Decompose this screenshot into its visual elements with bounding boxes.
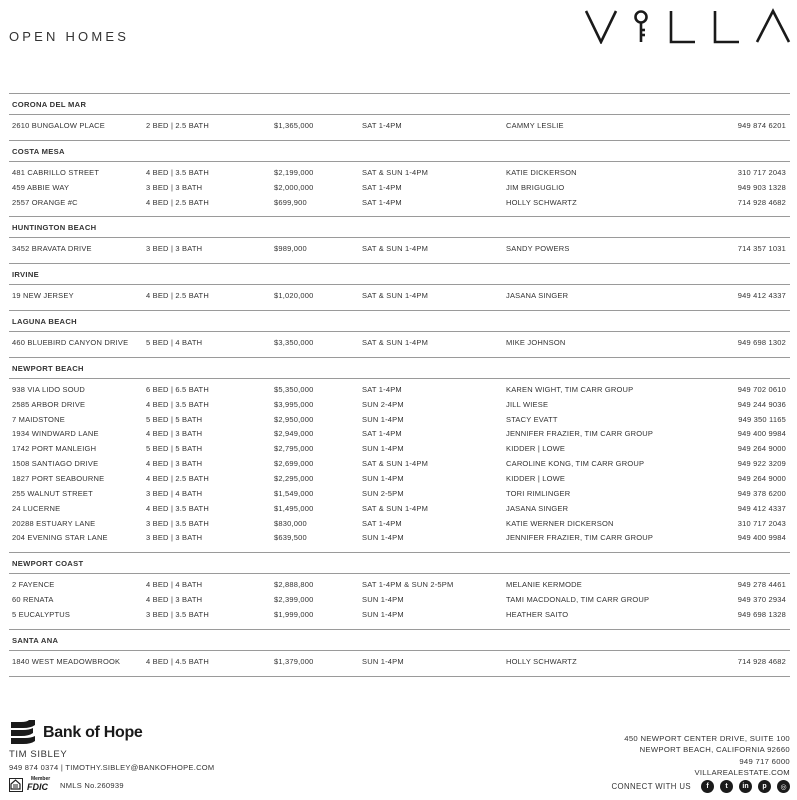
listing-row — [9, 166, 790, 181]
listing-address: 481 CABRILLO STREET — [12, 167, 100, 177]
listing-beds: 4 BED | 3 BATH — [146, 459, 203, 469]
equal-housing-lender-icon — [9, 778, 23, 792]
listing-phone: 714 357 1031 — [737, 244, 786, 254]
listing-time: SAT 1-4PM — [362, 182, 402, 192]
listing-price: $2,949,000 — [274, 429, 314, 439]
listing-address: 460 BLUEBIRD CANYON DRIVE — [12, 338, 129, 348]
listing-agent: MELANIE KERMODE — [506, 580, 582, 590]
listing-time: SAT 1-4PM & SUN 2-5PM — [362, 580, 454, 590]
listing-agent: KATIE DICKERSON — [506, 167, 577, 177]
listing-agent: HOLLY SCHWARTZ — [506, 656, 577, 666]
listing-beds: 4 BED | 4.5 BATH — [146, 656, 209, 666]
social-links — [612, 780, 791, 793]
section-listings — [9, 284, 790, 310]
listing-time: SUN 1-4PM — [362, 609, 404, 619]
listing-time: SAT & SUN 1-4PM — [362, 167, 429, 177]
listing-phone: 949 264 9000 — [737, 444, 786, 454]
listing-price: $2,199,000 — [274, 167, 314, 177]
listing-time: SAT & SUN 1-4PM — [362, 291, 429, 301]
listing-beds: 3 BED | 3 BATH — [146, 244, 203, 254]
listing-time: SUN 2-5PM — [362, 488, 404, 498]
section-heading: NEWPORT BEACH — [9, 357, 790, 378]
listing-address: 24 LUCERNE — [12, 503, 61, 513]
fdic-member-label: Member — [31, 775, 51, 782]
listing-time: SUN 1-4PM — [362, 533, 404, 543]
divider — [9, 676, 790, 677]
section-listings — [9, 237, 790, 263]
bank-name: Bank of Hope — [43, 723, 143, 741]
listing-phone: 310 717 2043 — [737, 518, 786, 528]
listing-agent: CAMMY LESLIE — [506, 121, 564, 130]
listing-beds: 4 BED | 2.5 BATH — [146, 197, 209, 207]
listing-price: $1,379,000 — [274, 656, 314, 666]
listing-time: SAT & SUN 1-4PM — [362, 459, 429, 469]
listing-time: SAT & SUN 1-4PM — [362, 244, 429, 254]
listing-row — [9, 457, 790, 472]
fdic-badge — [27, 775, 51, 792]
listing-address: 1508 SANTIAGO DRIVE — [12, 459, 99, 469]
listing-phone: 714 928 4682 — [737, 656, 786, 666]
listing-time: SUN 1-4PM — [362, 414, 404, 424]
section-heading: IRVINE — [9, 263, 790, 284]
listing-beds: 5 BED | 5 BATH — [146, 414, 203, 424]
listing-price: $1,365,000 — [274, 121, 314, 130]
fdic-label: FDIC — [27, 781, 48, 792]
listing-agent: JENNIFER FRAZIER, TIM CARR GROUP — [506, 533, 654, 543]
section-heading: HUNTINGTON BEACH — [9, 216, 790, 237]
listing-time: SUN 2-4PM — [362, 399, 404, 409]
nmls-number: NMLS No.260939 — [60, 780, 124, 790]
listing-row — [9, 531, 790, 546]
regulatory-marks — [9, 775, 124, 792]
listing-address: 459 ABBIE WAY — [12, 182, 70, 192]
listing-address: 7 MAIDSTONE — [12, 414, 65, 424]
listing-agent: KATIE WERNER DICKERSON — [506, 518, 614, 528]
listing-row — [9, 242, 790, 257]
listing-time: SAT & SUN 1-4PM — [362, 503, 429, 513]
listing-time: SAT 1-4PM — [362, 384, 402, 394]
listing-address: 938 VIA LIDO SOUD — [12, 384, 86, 394]
listing-row — [9, 413, 790, 428]
instagram-icon[interactable]: ◎ — [777, 780, 790, 793]
bank-of-hope-mark-icon — [9, 720, 37, 746]
listing-price: $2,795,000 — [274, 444, 314, 454]
listing-address: 2557 ORANGE #C — [12, 197, 78, 207]
section-listings — [9, 573, 790, 629]
listing-phone: 949 370 2934 — [737, 595, 786, 605]
listing-phone: 949 400 9984 — [737, 429, 786, 439]
listing-agent: JASANA SINGER — [506, 503, 569, 513]
listing-beds: 3 BED | 3 BATH — [146, 182, 203, 192]
listing-beds: 4 BED | 3 BATH — [146, 595, 203, 605]
connect-label: CONNECT WITH US — [611, 782, 691, 791]
listing-agent: SANDY POWERS — [506, 244, 570, 254]
facebook-icon[interactable]: f — [701, 780, 714, 793]
listing-agent: HEATHER SAITO — [506, 609, 569, 619]
listing-price: $3,995,000 — [274, 399, 314, 409]
listing-address: 2 FAYENCE — [12, 580, 55, 590]
listing-row — [9, 398, 790, 413]
section-listings — [9, 161, 790, 217]
listing-price: $989,000 — [274, 244, 307, 254]
listing-beds: 4 BED | 4 BATH — [146, 580, 203, 590]
listing-price: $2,699,000 — [274, 459, 314, 469]
loan-officer-contact: 949 874 0374 | TIMOTHY.SIBLEY@BANKOFHOPE.COM — [9, 763, 215, 772]
listing-beds: 3 BED | 3 BATH — [146, 533, 203, 543]
listing-beds: 6 BED | 6.5 BATH — [146, 384, 209, 394]
listing-address: 2585 ARBOR DRIVE — [12, 399, 86, 409]
listing-beds: 3 BED | 4 BATH — [146, 488, 203, 498]
listing-phone: 949 874 6201 — [737, 121, 786, 130]
listing-price: $2,295,000 — [274, 473, 314, 483]
section-listings — [9, 114, 790, 140]
listing-beds: 5 BED | 4 BATH — [146, 338, 203, 348]
listing-address: 60 RENATA — [12, 595, 54, 605]
listing-row — [9, 383, 790, 398]
listing-agent: JENNIFER FRAZIER, TIM CARR GROUP — [506, 429, 654, 439]
listing-phone: 714 928 4682 — [737, 197, 786, 207]
listing-agent: KIDDER | LOWE — [506, 473, 566, 483]
address-line-2: NEWPORT BEACH, CALIFORNIA 92660 — [639, 745, 790, 755]
listing-row — [9, 517, 790, 532]
listing-phone: 949 922 3209 — [737, 459, 786, 469]
listing-price: $3,350,000 — [274, 338, 314, 348]
listing-phone: 949 400 9984 — [737, 533, 786, 543]
listing-agent: KAREN WIGHT, TIM CARR GROUP — [506, 384, 634, 394]
listing-phone: 949 378 6200 — [737, 488, 786, 498]
pinterest-icon[interactable]: p — [758, 780, 771, 793]
section-heading: LAGUNA BEACH — [9, 310, 790, 331]
listing-row — [9, 289, 790, 304]
listing-agent: TORI RIMLINGER — [506, 488, 571, 498]
listing-address: 19 NEW JERSEY — [12, 291, 74, 301]
listing-row — [9, 119, 790, 134]
listing-phone: 949 903 1328 — [737, 182, 786, 192]
listing-row — [9, 196, 790, 211]
listing-phone: 949 264 9000 — [737, 473, 786, 483]
section-listings — [9, 378, 790, 552]
page-title: OPEN HOMES — [9, 29, 130, 44]
listing-address: 2610 BUNGALOW PLACE — [12, 121, 106, 130]
listing-phone: 949 702 0610 — [737, 384, 786, 394]
listing-beds: 4 BED | 3.5 BATH — [146, 167, 209, 177]
listing-phone: 949 412 4337 — [737, 291, 786, 301]
section-listings — [9, 650, 790, 676]
listing-row — [9, 472, 790, 487]
listing-time: SAT & SUN 1-4PM — [362, 338, 429, 348]
listing-row — [9, 502, 790, 517]
listing-row — [9, 427, 790, 442]
listing-beds: 4 BED | 2.5 BATH — [146, 291, 209, 301]
listing-price: $1,549,000 — [274, 488, 314, 498]
section-heading: CORONA DEL MAR — [9, 93, 790, 114]
listing-phone: 949 412 4337 — [737, 503, 786, 513]
listing-row — [9, 442, 790, 457]
listing-phone: 310 717 2043 — [737, 167, 786, 177]
listing-beds: 3 BED | 3.5 BATH — [146, 518, 209, 528]
listing-row — [9, 608, 790, 623]
listing-address: 3452 BRAVATA DRIVE — [12, 244, 92, 254]
listing-price: $699,900 — [274, 197, 307, 207]
address-line-1: 450 NEWPORT CENTER DRIVE, SUITE 100 — [624, 734, 790, 743]
listing-time: SUN 1-4PM — [362, 595, 404, 605]
listing-row — [9, 181, 790, 196]
listing-address: 5 EUCALYPTUS — [12, 609, 71, 619]
listing-row — [9, 487, 790, 502]
section-heading: NEWPORT COAST — [9, 552, 790, 573]
listing-time: SAT 1-4PM — [362, 429, 402, 439]
listing-agent: MIKE JOHNSON — [506, 338, 566, 348]
loan-officer-name: TIM SIBLEY — [9, 749, 68, 760]
listing-price: $830,000 — [274, 518, 307, 528]
listing-agent: JIM BRIGUGLIO — [506, 182, 565, 192]
listing-beds: 5 BED | 5 BATH — [146, 444, 203, 454]
listing-price: $1,495,000 — [274, 503, 314, 513]
listing-phone: 949 698 1328 — [737, 609, 786, 619]
listing-phone: 949 244 9036 — [737, 399, 786, 409]
listing-beds: 3 BED | 3.5 BATH — [146, 609, 209, 619]
listing-price: $5,350,000 — [274, 384, 314, 394]
listing-row — [9, 336, 790, 351]
listing-agent: JASANA SINGER — [506, 291, 569, 301]
listing-beds: 4 BED | 3 BATH — [146, 429, 203, 439]
listing-time: SAT 1-4PM — [362, 518, 402, 528]
listing-time: SUN 1-4PM — [362, 473, 404, 483]
listing-row — [9, 578, 790, 593]
section-heading: SANTA ANA — [9, 629, 790, 650]
open-homes-listings — [9, 93, 790, 677]
listing-address: 1827 PORT SEABOURNE — [12, 473, 105, 483]
listing-address: 1934 WINDWARD LANE — [12, 429, 99, 439]
listing-time: SAT 1-4PM — [362, 197, 402, 207]
linkedin-icon[interactable]: in — [739, 780, 752, 793]
twitter-icon[interactable]: t — [720, 780, 733, 793]
listing-agent: CAROLINE KONG, TIM CARR GROUP — [506, 459, 645, 469]
listing-address: 255 WALNUT STREET — [12, 488, 93, 498]
listing-address: 1840 WEST MEADOWBROOK — [12, 656, 121, 666]
listing-agent: STACY EVATT — [506, 414, 558, 424]
listing-beds: 2 BED | 2.5 BATH — [146, 121, 209, 130]
listing-address: 204 EVENING STAR LANE — [12, 533, 108, 543]
listing-agent: JILL WIESE — [506, 399, 549, 409]
listing-phone: 949 350 1165 — [738, 414, 786, 424]
listing-row — [9, 593, 790, 608]
listing-agent: KIDDER | LOWE — [506, 444, 566, 454]
listing-price: $1,020,000 — [274, 291, 314, 301]
section-heading: COSTA MESA — [9, 140, 790, 161]
website-link[interactable]: VILLAREALESTATE.COM — [694, 767, 790, 777]
listing-price: $2,950,000 — [274, 414, 314, 424]
listing-time: SAT 1-4PM — [362, 121, 402, 130]
listing-time: SUN 1-4PM — [362, 444, 404, 454]
listing-price: $2,888,800 — [274, 580, 314, 590]
section-listings — [9, 331, 790, 357]
listing-agent: TAMI MACDONALD, TIM CARR GROUP — [506, 595, 650, 605]
listing-price: $1,999,000 — [274, 609, 314, 619]
listing-price: $2,000,000 — [274, 182, 314, 192]
office-address — [624, 733, 790, 778]
listing-row — [9, 655, 790, 670]
listing-beds: 4 BED | 2.5 BATH — [146, 473, 209, 483]
listing-beds: 4 BED | 3.5 BATH — [146, 399, 209, 409]
villa-logo — [585, 8, 791, 44]
listing-price: $639,500 — [274, 533, 307, 543]
listing-address: 20288 ESTUARY LANE — [12, 518, 96, 528]
office-phone: 949 717 6000 — [739, 756, 790, 766]
listing-time: SUN 1-4PM — [362, 656, 404, 666]
listing-agent: HOLLY SCHWARTZ — [506, 197, 577, 207]
listing-phone: 949 698 1302 — [737, 338, 786, 348]
listing-price: $2,399,000 — [274, 595, 314, 605]
listing-beds: 4 BED | 3.5 BATH — [146, 503, 209, 513]
listing-address: 1742 PORT MANLEIGH — [12, 444, 97, 454]
bank-of-hope-logo — [9, 719, 143, 746]
listing-phone: 949 278 4461 — [737, 580, 786, 590]
